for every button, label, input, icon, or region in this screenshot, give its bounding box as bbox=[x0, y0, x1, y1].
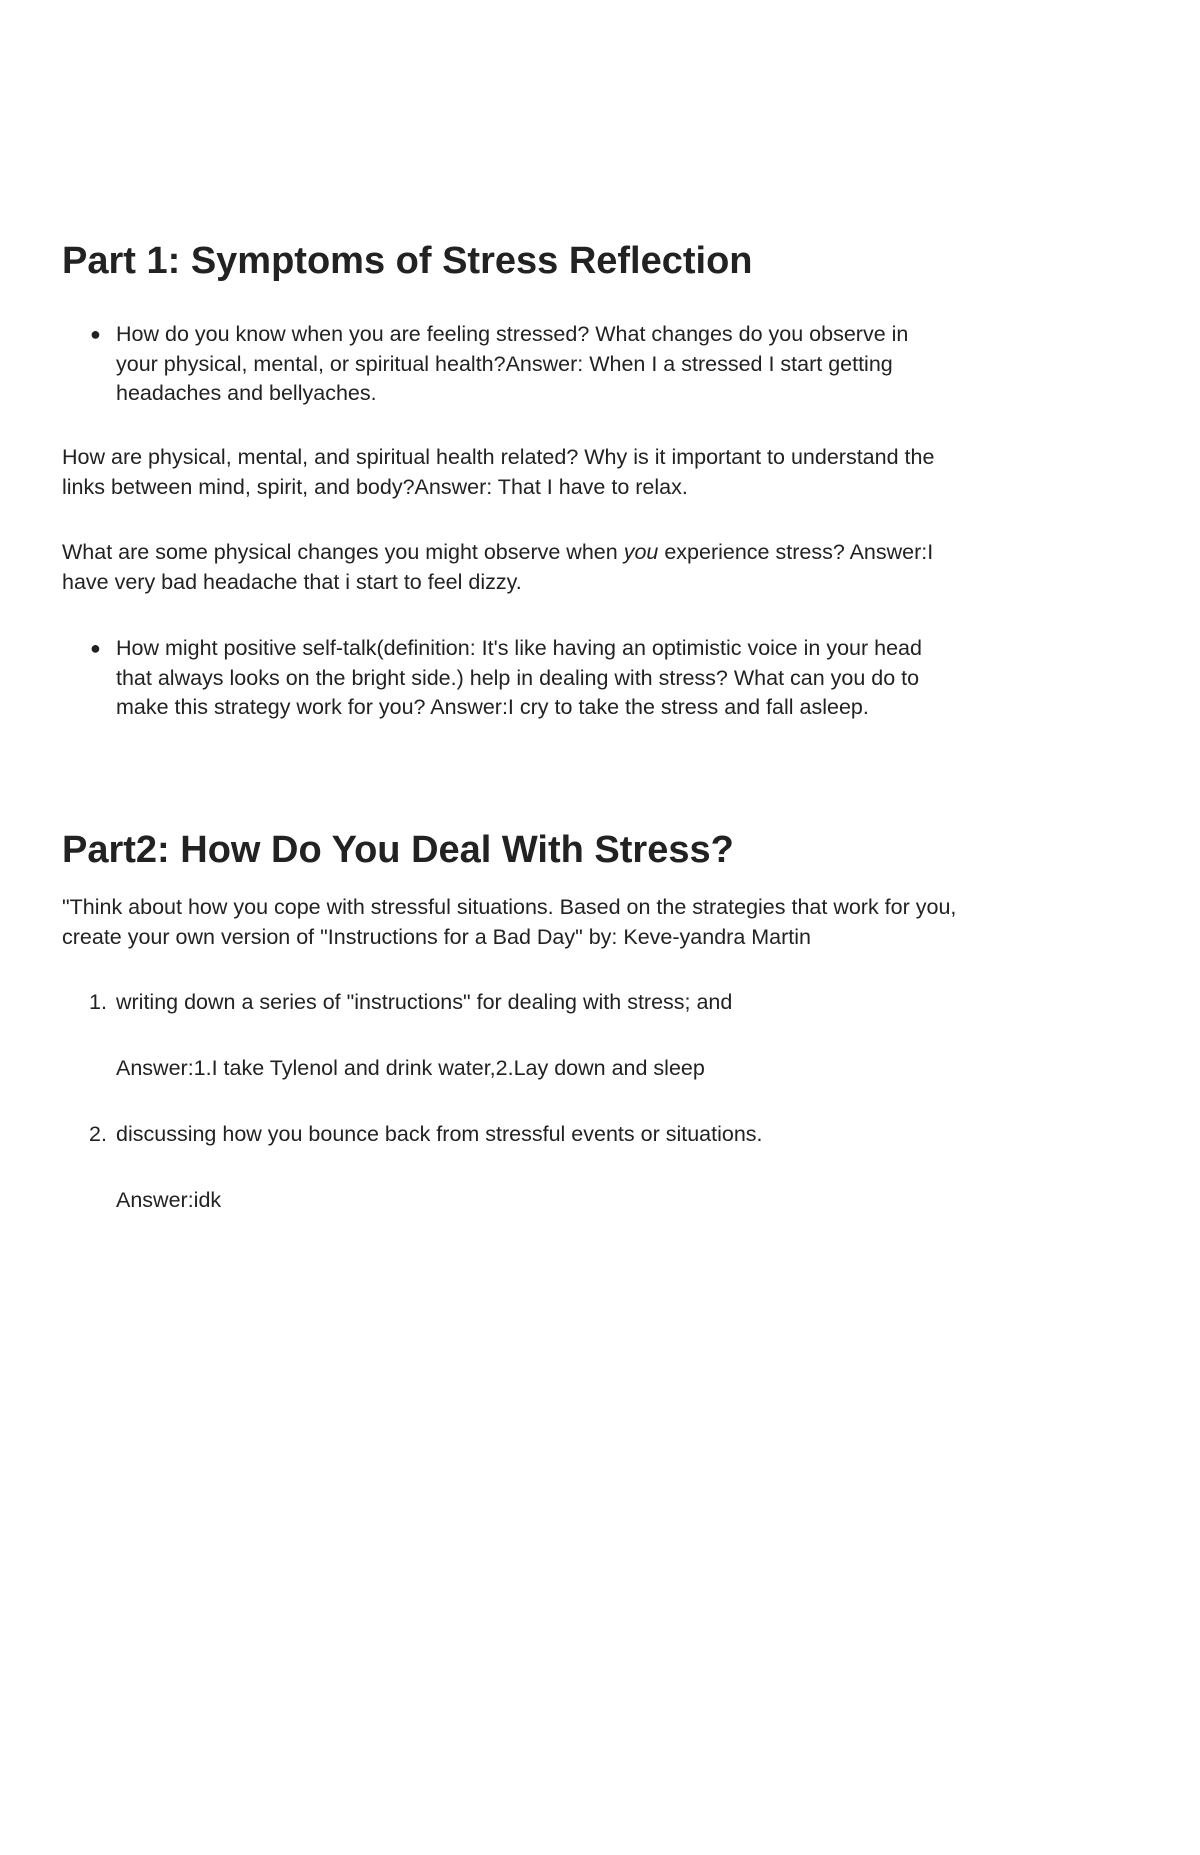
numbered-item-2-answer: Answer:idk bbox=[116, 1188, 222, 1212]
part1-bullet-1 bbox=[62, 320, 962, 409]
list-number: 1. bbox=[89, 990, 107, 1014]
emphasis-text: you bbox=[623, 540, 659, 564]
part2-intro: "Think about how you cope with stressful situations. Based on the strategies that work for you, create your own version of "Instructions for a Bad Day" by: Keve-yandra Martin bbox=[62, 895, 957, 949]
list-item-text: discussing how you bounce back from stressful events or situations. bbox=[116, 1122, 763, 1146]
bullet-icon: ● bbox=[90, 324, 101, 344]
part1-paragraph-2 bbox=[62, 538, 962, 597]
part1-paragraph-1: How are physical, mental, and spiritual health related? Why is it important to understand the links between mind, spirit, and body?Answer: That I have to relax. bbox=[62, 445, 935, 499]
numbered-item-2 bbox=[62, 1120, 962, 1150]
paragraph-text-end: experience stress? Answer:I have very bad headache that i start to feel dizzy. bbox=[62, 540, 934, 594]
numbered-item-1 bbox=[62, 988, 962, 1018]
numbered-item-1-answer: Answer:1.I take Tylenol and drink water,2.Lay down and sleep bbox=[116, 1056, 705, 1080]
bullet-text: How do you know when you are feeling stressed? What changes do you observe in your physical, mental, or spiritual health?Answer: When I a stressed I start getting headaches and bellyaches. bbox=[116, 322, 909, 405]
part1-bullet-2 bbox=[62, 634, 962, 723]
bullet-icon: ● bbox=[90, 638, 101, 658]
part2-heading: Part2: How Do You Deal With Stress? bbox=[62, 829, 734, 871]
part1-heading: Part 1: Symptoms of Stress Reflection bbox=[62, 240, 753, 282]
list-item-text: writing down a series of "instructions" for dealing with stress; and bbox=[116, 990, 733, 1014]
paragraph-text-start: What are some physical changes you might observe when bbox=[62, 540, 624, 564]
list-number: 2. bbox=[89, 1122, 107, 1146]
bullet-text: How might positive self-talk(definition: It's like having an optimistic voice in your head that always looks on the bright side.) help in dealing with stress? What can you do to make this strategy work for you? Answer:I cry to take the stress and fall asleep. bbox=[116, 636, 922, 719]
